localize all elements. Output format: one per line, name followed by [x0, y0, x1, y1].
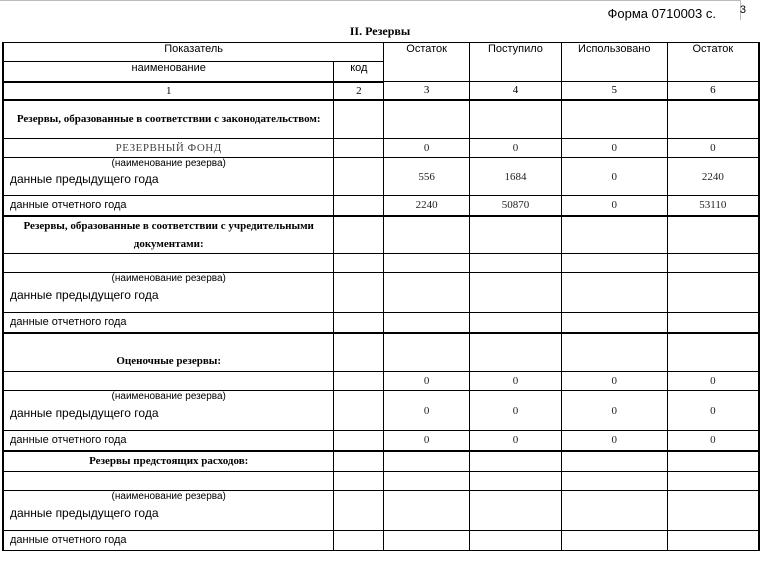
header-code: код: [334, 62, 384, 82]
curr-year-label: данные отчетного года: [3, 313, 334, 333]
value-cell: 0: [667, 391, 759, 431]
curr-year-label: данные отчетного года: [3, 196, 334, 216]
reserve-name-caption: (наименование резерва): [111, 391, 226, 402]
value-cell: [667, 313, 759, 333]
value-cell: 0: [561, 372, 667, 391]
reserves-table: [2, 42, 760, 551]
value-cell: [667, 273, 759, 313]
value-cell: [561, 273, 667, 313]
value-cell: [384, 471, 470, 490]
header-used: Использовано: [561, 43, 667, 82]
header-received: Поступило: [470, 43, 562, 82]
code-cell: [334, 490, 384, 530]
prev-year-label: данные предыдущего года: [10, 288, 159, 302]
value-cell: 0: [384, 372, 470, 391]
value-cell: [561, 254, 667, 273]
reserve-name: РЕЗЕРВНЫЙ ФОНД: [3, 139, 334, 158]
reserve-prev-year-cell: [3, 490, 334, 530]
header-name: наименование: [3, 62, 334, 82]
value-cell: [384, 254, 470, 273]
value-cell: [667, 100, 759, 139]
value-cell: [667, 490, 759, 530]
group-title-valuation: Оценочные резервы:: [3, 333, 334, 372]
reserve-name-caption: (наименование резерва): [111, 490, 226, 502]
group-title-charter: Резервы, образованные в соответствии с учредительными документами:: [3, 216, 334, 254]
value-cell: 0: [384, 431, 470, 451]
value-cell: 2240: [667, 158, 759, 196]
reserve-name: [3, 254, 334, 273]
page-top-border: [0, 0, 740, 1]
value-cell: [384, 313, 470, 333]
col-number-6: 6: [667, 82, 759, 100]
value-cell: 0: [667, 431, 759, 451]
col-number-3: 3: [384, 82, 470, 100]
col-number-4: 4: [470, 82, 562, 100]
value-cell: 0: [667, 372, 759, 391]
code-cell: [334, 530, 384, 550]
value-cell: 1684: [470, 158, 562, 196]
value-cell: [384, 490, 470, 530]
form-code: Форма 0710003 с.: [607, 6, 716, 21]
value-cell: [384, 451, 470, 472]
header-opening-balance: Остаток: [384, 43, 470, 82]
section-title: II. Резервы: [349, 24, 411, 38]
code-cell: [334, 158, 384, 196]
value-cell: 0: [470, 372, 562, 391]
value-cell: [470, 273, 562, 313]
value-cell: 53110: [667, 196, 759, 216]
value-cell: 0: [561, 139, 667, 158]
value-cell: [561, 100, 667, 139]
value-cell: [470, 530, 562, 550]
reserve-name: [3, 471, 334, 490]
value-cell: [561, 490, 667, 530]
reserve-prev-year-cell: [3, 158, 334, 196]
value-cell: [384, 333, 470, 372]
value-cell: [561, 451, 667, 472]
value-cell: 0: [667, 139, 759, 158]
value-cell: 0: [470, 391, 562, 431]
value-cell: [470, 313, 562, 333]
code-cell: [334, 196, 384, 216]
value-cell: [470, 100, 562, 139]
value-cell: 0: [561, 391, 667, 431]
reserve-name: [3, 372, 334, 391]
value-cell: [470, 254, 562, 273]
col-number-2: 2: [334, 82, 384, 100]
value-cell: [561, 471, 667, 490]
reserve-name-caption: (наименование резерва): [111, 273, 226, 284]
value-cell: [470, 333, 562, 372]
header-indicator: Показатель: [3, 43, 384, 62]
value-cell: [384, 530, 470, 550]
code-cell: [334, 216, 384, 254]
code-cell: [334, 333, 384, 372]
value-cell: 0: [384, 391, 470, 431]
value-cell: 0: [561, 158, 667, 196]
code-cell: [334, 313, 384, 333]
value-cell: 0: [561, 196, 667, 216]
code-cell: [334, 431, 384, 451]
reserve-prev-year-cell: [3, 273, 334, 313]
group-title-future-expenses: Резервы предстоящих расходов:: [3, 451, 334, 472]
reserve-prev-year-cell: [3, 391, 334, 431]
value-cell: [667, 333, 759, 372]
group-title-statutory: Резервы, образованные в соответствии с законодательством:: [3, 100, 334, 139]
value-cell: 0: [561, 431, 667, 451]
curr-year-label: данные отчетного года: [3, 431, 334, 451]
value-cell: [561, 216, 667, 254]
value-cell: [470, 471, 562, 490]
value-cell: [667, 471, 759, 490]
prev-year-label: данные предыдущего года: [10, 505, 159, 520]
value-cell: [384, 216, 470, 254]
value-cell: [561, 333, 667, 372]
page-number: 3: [739, 4, 746, 16]
value-cell: [384, 100, 470, 139]
value-cell: [561, 313, 667, 333]
curr-year-label: данные отчетного года: [3, 530, 334, 550]
header-closing-balance: Остаток: [667, 43, 759, 82]
prev-year-label: данные предыдущего года: [10, 172, 159, 186]
code-cell: [334, 100, 384, 139]
reserve-name-caption: (наименование резерва): [111, 158, 226, 169]
value-cell: [667, 254, 759, 273]
value-cell: 556: [384, 158, 470, 196]
col-number-1: 1: [3, 82, 334, 100]
value-cell: [667, 451, 759, 472]
value-cell: [470, 490, 562, 530]
value-cell: 0: [470, 431, 562, 451]
prev-year-label: данные предыдущего года: [10, 406, 159, 420]
value-cell: 2240: [384, 196, 470, 216]
value-cell: 50870: [470, 196, 562, 216]
value-cell: [667, 216, 759, 254]
code-cell: [334, 471, 384, 490]
code-cell: [334, 139, 384, 158]
code-cell: [334, 451, 384, 472]
value-cell: [470, 451, 562, 472]
value-cell: [667, 530, 759, 550]
code-cell: [334, 254, 384, 273]
code-cell: [334, 372, 384, 391]
col-number-5: 5: [561, 82, 667, 100]
value-cell: [561, 530, 667, 550]
code-cell: [334, 391, 384, 431]
code-cell: [334, 273, 384, 313]
value-cell: 0: [470, 139, 562, 158]
value-cell: [470, 216, 562, 254]
value-cell: 0: [384, 139, 470, 158]
value-cell: [384, 273, 470, 313]
